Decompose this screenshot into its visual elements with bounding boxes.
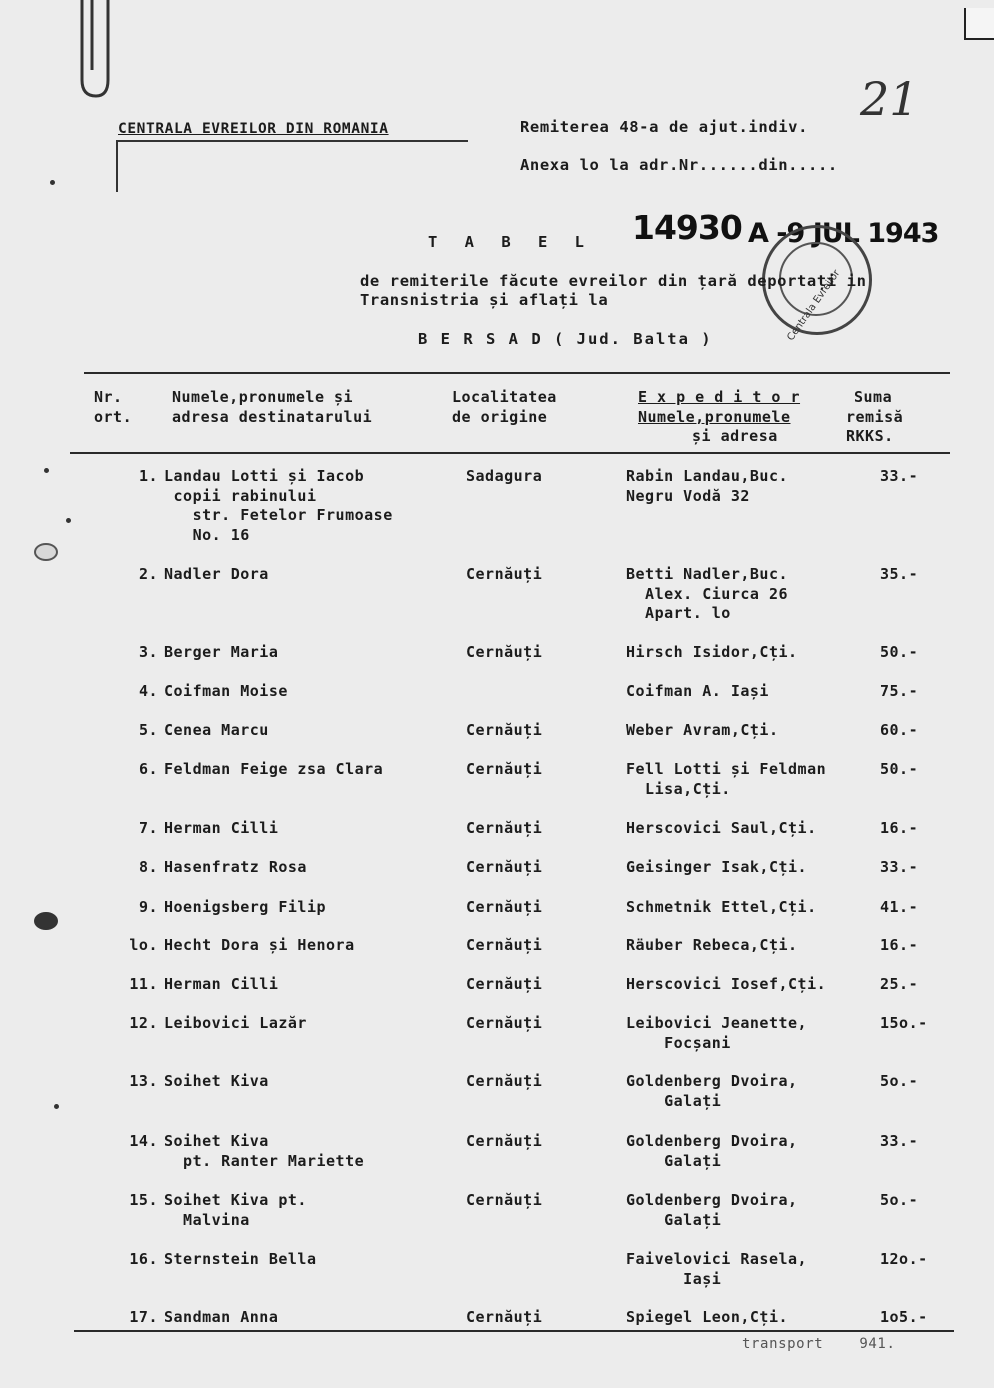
cell-nr: 1. xyxy=(138,467,158,485)
cell-nr: 5. xyxy=(138,721,158,739)
cell-sender: Fell Lotti și Feldman Lisa,Cți. xyxy=(626,760,827,798)
cell-locality: Cernăuți xyxy=(466,565,543,583)
cell-nr: 12. xyxy=(129,1014,158,1032)
cell-locality: Cernăuți xyxy=(466,1308,543,1326)
description-line-1: de remiterile făcute evreilor din țară deportați in xyxy=(360,272,867,290)
cell-amount: 15o.- xyxy=(880,1014,928,1032)
cell-nr: 8. xyxy=(138,858,158,876)
cell-sender: Coifman A. Iași xyxy=(626,682,769,700)
cell-nr: 2. xyxy=(138,565,158,583)
cell-amount: 41.- xyxy=(880,898,919,916)
cell-name: Hoenigsberg Filip xyxy=(164,898,327,916)
cell-amount: 33.- xyxy=(880,858,919,876)
annex-line: Anexa lo la adr.Nr......din..... xyxy=(520,156,838,174)
cell-sender: Herscovici Iosef,Cți. xyxy=(626,975,827,993)
cell-locality: Cernăuți xyxy=(466,1014,543,1032)
cell-amount: 33.- xyxy=(880,1132,919,1150)
punch-hole xyxy=(34,912,58,930)
cell-nr: 7. xyxy=(138,819,158,837)
document-title: T A B E L xyxy=(428,233,593,251)
cell-locality: Cernăuți xyxy=(466,1132,543,1150)
cell-locality: Cernăuți xyxy=(466,819,543,837)
registration-number: 14930 xyxy=(632,208,742,247)
cell-name: Soihet Kiva xyxy=(164,1072,269,1090)
table-top-rule xyxy=(84,372,950,374)
cell-locality: Cernăuți xyxy=(466,858,543,876)
speck xyxy=(50,180,55,185)
cell-name: Feldman Feige zsa Clara xyxy=(164,760,384,778)
cell-sender: Räuber Rebeca,Cți. xyxy=(626,936,798,954)
cell-sender: Goldenberg Dvoira, Galați xyxy=(626,1132,798,1170)
paper-clip-icon xyxy=(78,0,112,100)
cell-name: Hasenfratz Rosa xyxy=(164,858,307,876)
cell-sender: Rabin Landau,Buc. Negru Vodă 32 xyxy=(626,467,789,505)
organization-name: CENTRALA EVREILOR DIN ROMANIA xyxy=(118,121,389,137)
cell-name: Hecht Dora și Henora xyxy=(164,936,355,954)
header-rule xyxy=(70,452,950,454)
cell-amount: 50.- xyxy=(880,643,919,661)
cell-amount: 50.- xyxy=(880,760,919,778)
page-corner xyxy=(964,8,994,40)
cell-nr: 3. xyxy=(138,643,158,661)
speck xyxy=(54,1104,59,1109)
cell-amount: 25.- xyxy=(880,975,919,993)
cell-locality: Cernăuți xyxy=(466,898,543,916)
cell-name: Herman Cilli xyxy=(164,975,279,993)
cell-name: Landau Lotti și Iacob copii rabinului str. Fetelor Frumoase No. 16 xyxy=(164,467,393,544)
cell-locality: Cernăuți xyxy=(466,643,543,661)
cell-nr: 14. xyxy=(129,1132,158,1150)
cell-locality: Cernăuți xyxy=(466,1191,543,1209)
cell-nr: 13. xyxy=(129,1072,158,1090)
cell-name: Berger Maria xyxy=(164,643,279,661)
stamp-text: Centrala Evreilor xyxy=(785,268,843,343)
cell-sender: Weber Avram,Cți. xyxy=(626,721,779,739)
cell-name: Sandman Anna xyxy=(164,1308,279,1326)
description-line-2: Transnistria și aflați la xyxy=(360,291,609,309)
cell-name: Coifman Moise xyxy=(164,682,288,700)
cell-sender: Spiegel Leon,Cți. xyxy=(626,1308,789,1326)
cell-amount: 60.- xyxy=(880,721,919,739)
cell-nr: 6. xyxy=(138,760,158,778)
cell-sender: Schmetnik Ettel,Cți. xyxy=(626,898,817,916)
speck xyxy=(44,468,49,473)
cell-sender: Goldenberg Dvoira, Galați xyxy=(626,1191,798,1229)
cell-sender: Herscovici Saul,Cți. xyxy=(626,819,817,837)
cell-sender: Geisinger Isak,Cți. xyxy=(626,858,808,876)
header-locality: Localitatea de origine xyxy=(452,388,557,426)
cell-locality: Sadagura xyxy=(466,467,543,485)
transport-total: transport 941. xyxy=(742,1336,896,1352)
remittance-line: Remiterea 48-a de ajut.indiv. xyxy=(520,118,809,136)
header-bracket xyxy=(116,140,468,192)
cell-locality: Cernăuți xyxy=(466,760,543,778)
cell-locality: Cernăuți xyxy=(466,975,543,993)
cell-sender: Goldenberg Dvoira, Galați xyxy=(626,1072,798,1110)
cell-locality: Cernăuți xyxy=(466,936,543,954)
cell-amount: 12o.- xyxy=(880,1250,928,1268)
cell-nr: 15. xyxy=(129,1191,158,1209)
cell-nr: 4. xyxy=(138,682,158,700)
cell-sender: Leibovici Jeanette, Focșani xyxy=(626,1014,808,1052)
cell-amount: 16.- xyxy=(880,819,919,837)
table-bottom-rule xyxy=(74,1330,954,1332)
cell-name: Nadler Dora xyxy=(164,565,269,583)
cell-amount: 1o5.- xyxy=(880,1308,928,1326)
cell-amount: 75.- xyxy=(880,682,919,700)
destination-place: B E R S A D ( Jud. Balta ) xyxy=(418,330,713,348)
cell-amount: 5o.- xyxy=(880,1191,919,1209)
cell-nr: 17. xyxy=(129,1308,158,1326)
cell-amount: 35.- xyxy=(880,565,919,583)
cell-name: Cenea Marcu xyxy=(164,721,269,739)
cell-amount: 33.- xyxy=(880,467,919,485)
cell-locality: Cernăuți xyxy=(466,1072,543,1090)
cell-sender: Faivelovici Rasela, Iași xyxy=(626,1250,808,1288)
cell-name: Soihet Kiva pt. Malvina xyxy=(164,1191,307,1229)
header-amount: Suma remisă RKKS. xyxy=(846,388,904,445)
cell-nr: lo. xyxy=(129,936,158,954)
header-sender: E x p e d i t o r Numele,pronumele și adresa xyxy=(638,388,801,445)
handwritten-number: 21 xyxy=(860,72,919,126)
registration-date: A -9 JUL 1943 xyxy=(748,218,939,249)
cell-amount: 16.- xyxy=(880,936,919,954)
header-name: Numele,pronumele și adresa destinatarului xyxy=(172,388,373,426)
header-nr: Nr. ort. xyxy=(94,388,133,426)
cell-sender: Betti Nadler,Buc. Alex. Ciurca 26 Apart. lo xyxy=(626,565,789,622)
cell-sender: Hirsch Isidor,Cți. xyxy=(626,643,798,661)
cell-name: Sternstein Bella xyxy=(164,1250,317,1268)
cell-locality: Cernăuți xyxy=(466,721,543,739)
cell-name: Soihet Kiva pt. Ranter Mariette xyxy=(164,1132,365,1170)
punch-hole xyxy=(34,543,58,561)
speck xyxy=(66,518,71,523)
cell-name: Leibovici Lazăr xyxy=(164,1014,307,1032)
cell-amount: 5o.- xyxy=(880,1072,919,1090)
cell-nr: 9. xyxy=(138,898,158,916)
cell-nr: 16. xyxy=(129,1250,158,1268)
cell-nr: 11. xyxy=(129,975,158,993)
cell-name: Herman Cilli xyxy=(164,819,279,837)
